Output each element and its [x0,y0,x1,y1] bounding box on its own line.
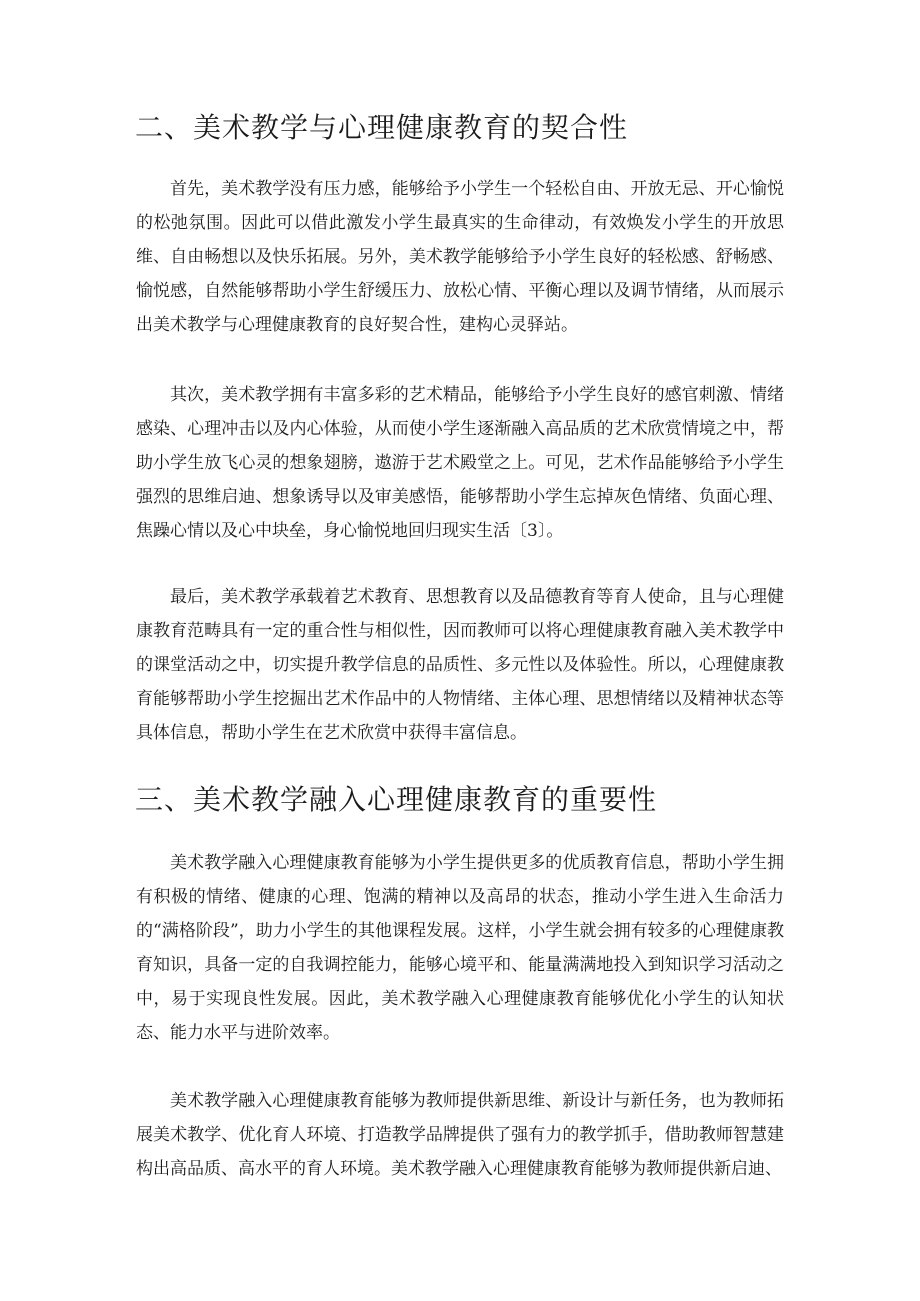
paragraph-4: 美术教学融入心理健康教育能够为小学生提供更多的优质教育信息，帮助小学生拥有积极的情绪、健康的心理、饱满的精神以及高昂的状态，推动小学生进入生命活力的“满格阶段”，助力小学生的其他课程发展。这样，小学生就会拥有较多的心理健康教育知识，具备一定的自我调控能力，能够心境平和、能量满满地投入到知识学习活动之中，易于实现良性发展。因此，美术教学融入心理健康教育能够优化小学生的认知状态、能力水平与进阶效率。 [136,853,784,1043]
paragraph-5: 美术教学融入心理健康教育能够为教师提供新思维、新设计与新任务，也为教师拓展美术教学、优化育人环境、打造教学品牌提供了强有力的教学抓手，借助教师智慧建构出高品质、高水平的育人环境。美术教学融入心理健康教育能够为教师提供新启迪、 [136,1091,784,1179]
paragraph-2: 其次，美术教学拥有丰富多彩的艺术精品，能够给予小学生良好的感官刺激、情绪感染、心理冲击以及内心体验，从而使小学生逐渐融入高品质的艺术欣赏情境之中，帮助小学生放飞心灵的想象翅膀，遨游于艺术殿堂之上。可见，艺术作品能够给予小学生强烈的思维启迪、想象诱导以及审美感悟，能够帮助小学生忘掉灰色情绪、负面心理、焦躁心情以及心中块垒，身心愉悦地回归现实生活〔3〕。 [136,385,784,541]
paragraph-3: 最后，美术教学承载着艺术教育、思想教育以及品德教育等育人使命，且与心理健康教育范畴具有一定的重合性与相似性，因而教师可以将心理健康教育融入美术教学中的课堂活动之中，切实提升教学信息的品质性、多元性以及体验性。所以，心理健康教育能够帮助小学生挖掘出艺术作品中的人物情绪、主体心理、思想情绪以及精神状态等具体信息，帮助小学生在艺术欣赏中获得丰富信息。 [136,587,784,743]
paragraph-1: 首先，美术教学没有压力感，能够给予小学生一个轻松自由、开放无忌、开心愉悦的松弛氛围。因此可以借此激发小学生最真实的生命律动，有效焕发小学生的开放思维、自由畅想以及快乐拓展。另外，美术教学能够给予小学生良好的轻松感、舒畅感、愉悦感，自然能够帮助小学生舒缓压力、放松心情、平衡心理以及调节情绪，从而展示出美术教学与心理健康教育的良好契合性，建构心灵驿站。 [136,179,784,335]
section-heading-2: 二、美术教学与心理健康教育的契合性 [135,111,629,144]
section-heading-3: 三、美术教学融入心理健康教育的重要性 [135,783,658,816]
